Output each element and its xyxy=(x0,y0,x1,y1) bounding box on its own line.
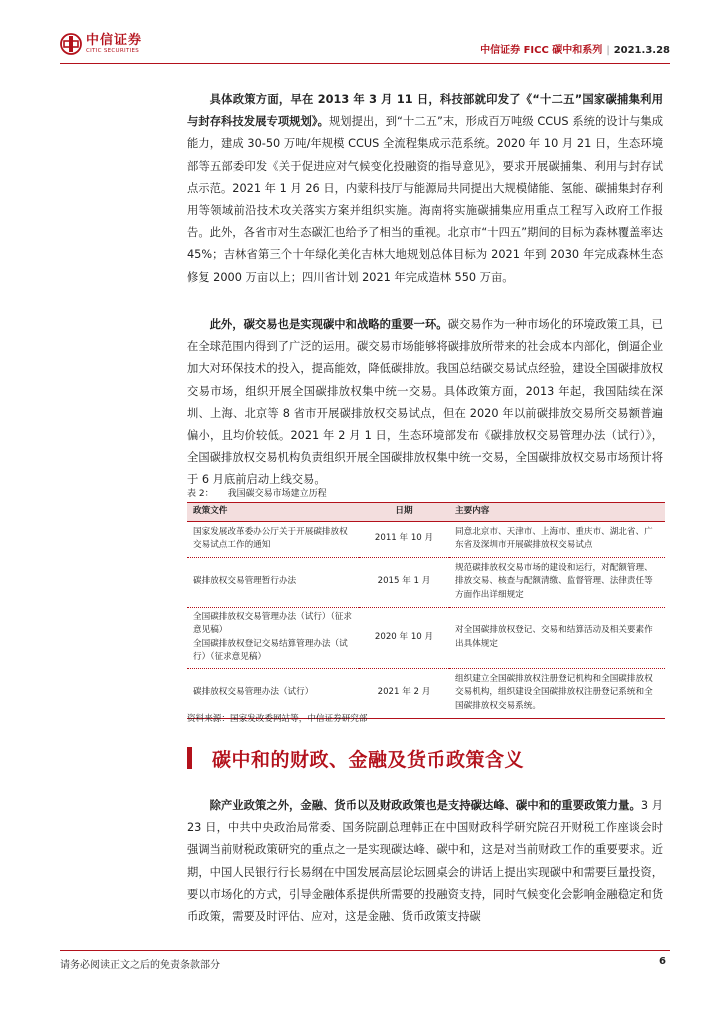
column-header-content: 主要内容 xyxy=(449,503,665,522)
cell-date: 2011 年 10 月 xyxy=(359,521,449,557)
header-series-info: 中信证券 FICC 碳中和系列 | 2021.3.28 xyxy=(480,45,670,56)
cell-content: 同意北京市、天津市、上海市、重庆市、湖北省、广东省及深圳市开展碳排放权交易试点 xyxy=(449,521,665,557)
cell-date: 2020 年 10 月 xyxy=(359,607,449,668)
cell-date: 2021 年 2 月 xyxy=(359,668,449,718)
table-caption xyxy=(187,486,341,499)
footer-divider xyxy=(60,950,670,951)
report-series: 中信证券 FICC 碳中和系列 xyxy=(480,45,603,56)
page-header xyxy=(60,33,670,65)
table-row xyxy=(187,557,665,607)
citic-logo xyxy=(60,33,142,55)
footer-disclaimer: 请务必阅读正文之后的免责条款部分 xyxy=(60,960,220,971)
paragraph-lead: 此外，碳交易也是实现碳中和战略的重要一环。 xyxy=(209,318,448,331)
table-number: 表 2： xyxy=(187,489,214,499)
table-row xyxy=(187,668,665,718)
cell-doc: 碳排放权交易管理办法（试行） xyxy=(187,668,359,718)
table-source: 资料来源：国家发改委网站等，中信证券研究部 xyxy=(187,714,368,724)
cell-content: 规范碳排放权交易市场的建设和运行，对配额管理、排放交易、核查与配额清缴、监督管理、法律责任等方面作出详细规定 xyxy=(449,557,665,607)
column-header-date: 日期 xyxy=(359,503,449,522)
table-row xyxy=(187,607,665,668)
paragraph-lead: 除产业政策之外，金融、货币以及财政政策也是支持碳达峰、碳中和的重要政策力量。 xyxy=(209,799,641,812)
paragraph-ccus-policy xyxy=(187,89,663,289)
paragraph-lead: 具体政策方面，早在 2013 年 3 月 11 日，科技部就印发了《“十二五”国家碳捕集利用与封存科技发展专项规划》。 xyxy=(187,93,663,129)
section-title: 碳中和的财政、金融及货币政策含义 xyxy=(212,748,525,771)
citic-logo-icon xyxy=(60,33,82,55)
paragraph-body: 碳交易作为一种市场化的环境政策工具，已在全球范围内得到了广泛的运用。碳交易市场能够将碳排放所带来的社会成本内部化，倒逼企业加大对环保技术的投入，提高能效，降低碳排放。我国总结碳交易试点经验，建设全国碳排放权交易市场，组织开展全国碳排放权集中统一交易。具体政策方面，2013 年起，我国陆续在深圳、上海、北京等 8 省市开展碳排放权交易试点，但在 2020 年以前碳排放交易所交易额普遍偏小，且均价较低。2021 年 2 月 1 日，生态环境部发布《碳排放权交易管理办法（试行）》，全国碳排放权交易机构负责组织开展全国碳排放权集中统一交易，全国碳排放权交易市场预计将于 6 月底前启动上线交易。 xyxy=(187,318,663,487)
section-marker xyxy=(187,747,192,769)
table-title: 我国碳交易市场建立历程 xyxy=(227,489,327,499)
table-row xyxy=(187,521,665,557)
cell-date: 2015 年 1 月 xyxy=(359,557,449,607)
cell-doc: 国家发展改革委办公厅关于开展碳排放权交易试点工作的通知 xyxy=(187,521,359,557)
logo-chinese-name: 中信证券 xyxy=(86,32,143,48)
cell-doc: 碳排放权交易管理暂行办法 xyxy=(187,557,359,607)
column-header-doc: 政策文件 xyxy=(187,503,359,522)
section-heading xyxy=(187,744,524,772)
cell-doc: 全国碳排放权交易管理办法（试行）（征求意见稿） 全国碳排放权登记交易结算管理办法（试行）（征求意见稿） xyxy=(187,607,359,668)
logo-english-name: CITIC SECURITIES xyxy=(86,47,140,54)
page-number: 6 xyxy=(659,956,666,967)
cell-content: 组织建立全国碳排放权注册登记机构和全国碳排放权交易机构，组织建设全国碳排放权注册登记系统和全国碳排放权交易系统。 xyxy=(449,668,665,718)
paragraph-fiscal-policy xyxy=(187,795,663,928)
report-date: 2021.3.28 xyxy=(613,45,670,56)
table-header-row xyxy=(187,503,665,522)
cell-content: 对全国碳排放权登记、交易和结算活动及相关要素作出具体规定 xyxy=(449,607,665,668)
header-divider xyxy=(60,63,670,64)
paragraph-body: 3 月 23 日，中共中央政治局常委、国务院副总理韩正在中国财政科学研究院召开财税工作座谈会时强调当前财税政策研究的重点之一是实现碳达峰、碳中和，这是对当前财政工作的重要要求。近期，中国人民银行行长易纲在中国发展高层论坛圆桌会的讲话上提出实现碳中和需要巨量投资，要以市场化的方式，引导金融体系提供所需要的投融资支持，同时气候变化会影响金融稳定和货币政策，需要及时评估、应对，这是金融、货币政策支持碳 xyxy=(187,799,663,924)
paragraph-carbon-trading xyxy=(187,314,663,492)
carbon-market-table xyxy=(187,502,665,719)
paragraph-body: 规划提出，到“十二五”末，形成百万吨级 CCUS 系统的设计与集成能力，建成 30-50 万吨/年规模 CCUS 全流程集成示范系统。2020 年 10 月 21 日，生态环境部等五部委印发《关于促进应对气候变化投融资的指导意见》，要求开展碳捕集、利用与封存试点示范。2021 年 1 月 26 日，内蒙科技厅与能源局共同提出大规模储能、氢能、碳捕集封存利用等领域前沿技术攻关落实方案并组织实施。海南将实施碳捕集应用重点工程写入政府工作报告。此外，各省市对生态碳汇也给予了相当的重视。北京市“十四五”期间的目标为森林覆盖率达 45%；吉林省第三个十年绿化美化吉林大地规划总体目标为 2021 年到 2030 年完成森林生态修复 2000 万亩以上；四川省计划 2021 年完成造林 550 万亩。 xyxy=(187,115,664,284)
